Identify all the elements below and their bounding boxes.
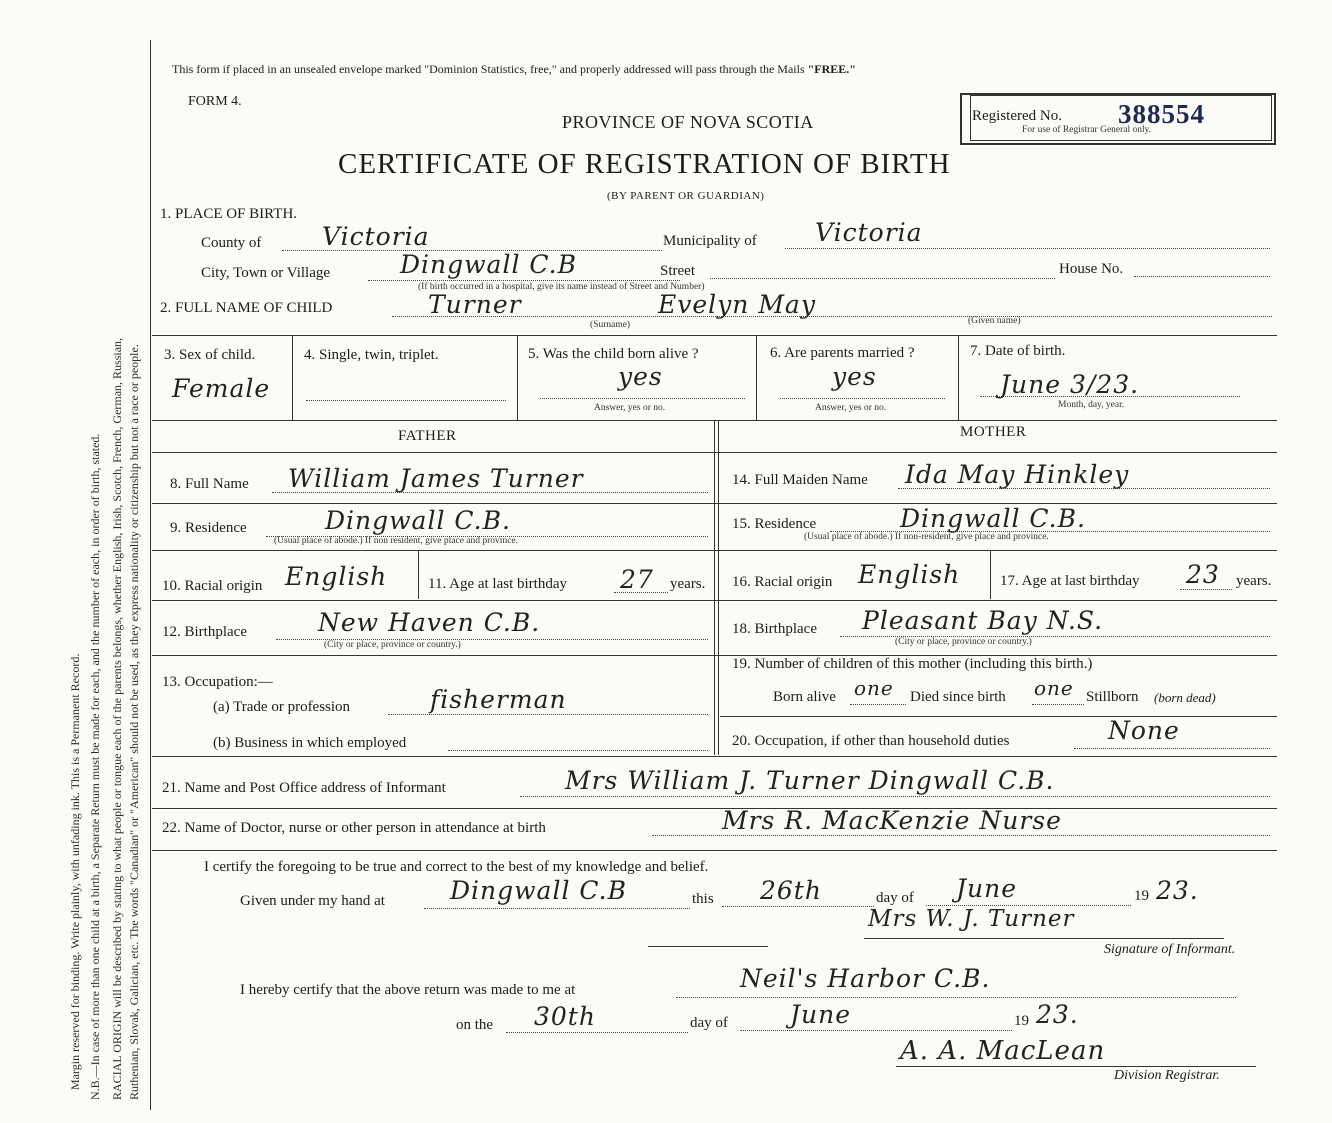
page-title: CERTIFICATE OF REGISTRATION OF BIRTH — [338, 148, 951, 180]
father-age-label: 11. Age at last birthday — [428, 576, 567, 592]
registered-note: For use of Registrar General only. — [1022, 125, 1152, 135]
row13-sep — [152, 756, 1277, 757]
mother-racial-label: 16. Racial origin — [732, 574, 833, 590]
father-birthplace-label: 12. Birthplace — [162, 624, 247, 640]
province-title: PROVINCE OF NOVA SCOTIA — [562, 112, 814, 132]
registrar-month-line — [740, 1030, 1012, 1031]
multiple-label: 4. Single, twin, triplet. — [304, 347, 439, 363]
mail-notice-text: This form if placed in an unsealed envelope marked "Dominion Statistics, free," and properly addressed will pass through the Mails — [172, 62, 808, 76]
city-line — [368, 280, 680, 281]
married-label: 6. Are parents married ? — [770, 345, 915, 361]
given-month-value: June — [956, 874, 1018, 903]
given-year-value: 23. — [1156, 876, 1199, 905]
given-year-prefix: 19 — [1134, 888, 1149, 904]
column-divider-2 — [718, 420, 719, 755]
registrar-statement: I hereby certify that the above return was made to me at — [240, 982, 576, 998]
stillborn-note: (born dead) — [1154, 690, 1216, 705]
mother-birthplace-note: (City or place, province or country.) — [895, 637, 1032, 647]
given-place-value: Dingwall C.B — [450, 876, 627, 905]
row21-sep — [152, 808, 1277, 809]
row12-sep — [152, 655, 1277, 656]
mother-age-unit: years. — [1236, 573, 1272, 589]
registrar-signature: A. A. MacLean — [900, 1036, 1106, 1066]
sep-sex — [292, 336, 293, 420]
house-label: House No. — [1059, 261, 1124, 277]
row8-sep — [152, 503, 1277, 504]
alive-note: Answer, yes or no. — [594, 403, 666, 413]
sex-label: 3. Sex of child. — [164, 347, 256, 363]
city-label: City, Town or Village — [201, 265, 331, 281]
sep-married — [958, 336, 959, 420]
registrar-month-value: June — [790, 1000, 852, 1029]
column-divider — [714, 420, 715, 755]
father-business-label: (b) Business in which employed — [213, 735, 407, 751]
registrar-signature-label: Division Registrar. — [1114, 1068, 1220, 1083]
father-heading: FATHER — [398, 428, 457, 444]
alive-line — [540, 398, 745, 399]
mother-age-value: 23 — [1186, 560, 1220, 589]
surname-note: (Surname) — [590, 320, 631, 330]
row10-sep — [152, 600, 1277, 601]
mother-occupation-value: None — [1108, 716, 1180, 745]
father-trade-value: fisherman — [430, 685, 567, 714]
registrar-on-the-label: on the — [456, 1017, 494, 1033]
dob-note: Month, day, year. — [1058, 400, 1125, 410]
died-value: one — [1034, 676, 1074, 700]
margin-note-binding: Margin reserved for binding. Write plainly, with unfading ink. This is a Permanent Record. — [68, 653, 82, 1090]
registrar-day-label: day of — [690, 1015, 728, 1031]
mother-residence-note: (Usual place of abode.) If non-resident, give place and province. — [804, 532, 1049, 542]
doctor-line — [652, 835, 1270, 836]
row19-sep — [720, 716, 1277, 717]
mother-name-value: Ida May Hinkley — [905, 460, 1130, 489]
informant-signature: Mrs W. J. Turner — [868, 906, 1075, 932]
father-racial-sep — [418, 551, 419, 599]
informant-signature-line — [864, 938, 1224, 939]
street-note: (If birth occurred in a hospital, give its name instead of Street and Number) — [418, 282, 705, 292]
born-alive-value: one — [854, 676, 894, 700]
place-of-birth-label: 1. PLACE OF BIRTH. — [160, 206, 298, 222]
child-name-label: 2. FULL NAME OF CHILD — [160, 300, 333, 316]
given-note: (Given name) — [968, 316, 1021, 326]
county-label: County of — [201, 235, 262, 251]
given-place-line — [424, 908, 690, 909]
given-this-label: this — [692, 891, 714, 907]
father-name-label: 8. Full Name — [170, 476, 249, 492]
given-day-line — [722, 906, 874, 907]
mother-racial-value: English — [858, 560, 961, 589]
registrar-day-line — [506, 1032, 688, 1033]
certify-statement: I certify the foregoing to be true and correct to the best of my knowledge and belief. — [204, 859, 709, 875]
mother-birthplace-value: Pleasant Bay N.S. — [862, 606, 1104, 635]
mother-occupation-line — [1074, 748, 1270, 749]
mother-name-label: 14. Full Maiden Name — [732, 472, 868, 488]
city-value: Dingwall C.B — [400, 250, 577, 279]
mother-children-label: 19. Number of children of this mother (including this birth.) — [732, 656, 1093, 672]
dob-value: June 3/23. — [1000, 370, 1140, 399]
father-residence-value: Dingwall C.B. — [325, 506, 511, 535]
house-line — [1134, 276, 1270, 277]
mail-notice-free: "FREE." — [807, 62, 856, 76]
registrar-place-line — [676, 997, 1236, 998]
father-name-value: William James Turner — [288, 464, 584, 493]
given-day-value: 26th — [760, 876, 822, 905]
died-label: Died since birth — [910, 689, 1006, 705]
registrar-year-value: 23. — [1036, 1000, 1079, 1029]
father-age-unit: years. — [670, 576, 706, 592]
page-subtitle: (BY PARENT OR GUARDIAN) — [607, 190, 765, 202]
married-value: yes — [832, 362, 877, 391]
father-birthplace-note: (City or place, province or country.) — [324, 640, 461, 650]
father-residence-note: (Usual place of abode.) If non resident, give place and province. — [274, 536, 518, 546]
born-alive-line — [850, 704, 906, 705]
short-rule — [648, 946, 768, 947]
registrar-year-prefix: 19 — [1014, 1013, 1029, 1029]
street-label: Street — [660, 263, 695, 279]
father-racial-value: English — [285, 562, 388, 591]
margin-note-racial-origin: RACIAL ORIGIN will be described by stating to what people or tongue each of the parents belongs, whether English, Irish, Scotch, French, German, Russian, — [110, 337, 124, 1100]
father-trade-label: (a) Trade or profession — [213, 699, 351, 715]
father-business-line — [448, 750, 708, 751]
row22-sep — [152, 850, 1277, 851]
mother-age-label: 17. Age at last birthday — [1000, 573, 1140, 589]
county-value: Victoria — [322, 222, 430, 251]
margin-note-racial-words: Ruthenian, Slovak, Galician, etc. The words "Canadian" or "American" should not be used, as they express nationality or citizenship but not a race or people. — [127, 344, 141, 1100]
alive-value: yes — [618, 362, 663, 391]
doctor-label: 22. Name of Doctor, nurse or other person in attendance at birth — [162, 820, 546, 836]
alive-label: 5. Was the child born alive ? — [528, 346, 699, 362]
father-age-value: 27 — [620, 565, 654, 594]
child-given-value: Evelyn May — [658, 290, 816, 319]
sep-multiple — [517, 336, 518, 420]
multiple-line — [306, 400, 506, 401]
mother-heading: MOTHER — [960, 424, 1027, 440]
mother-racial-sep — [990, 551, 991, 599]
row9-sep — [152, 550, 1277, 551]
married-line — [780, 398, 945, 399]
given-day-label: day of — [876, 890, 914, 906]
mother-birthplace-label: 18. Birthplace — [732, 621, 817, 637]
registrar-signature-line — [896, 1066, 1256, 1067]
father-occupation-label: 13. Occupation:— — [162, 674, 273, 690]
mother-residence-label: 15. Residence — [732, 516, 817, 532]
sex-value: Female — [172, 374, 271, 403]
doctor-value: Mrs R. MacKenzie Nurse — [722, 806, 1062, 835]
heading-underline — [152, 452, 1277, 453]
registrar-place-value: Neil's Harbor C.B. — [740, 964, 991, 993]
form-number: FORM 4. — [188, 94, 242, 109]
mother-occupation-label: 20. Occupation, if other than household duties — [732, 733, 1010, 749]
registered-label: Registered No. — [972, 108, 1062, 124]
registered-value: 388554 — [1118, 99, 1205, 129]
married-note: Answer, yes or no. — [815, 403, 887, 413]
municipality-value: Victoria — [815, 218, 923, 247]
died-line — [1032, 704, 1084, 705]
stillborn-label: Stillborn — [1086, 689, 1139, 705]
registrar-day-value: 30th — [534, 1002, 596, 1031]
margin-note-multiple-births: N.B.—In case of more than one child at a birth, a Separate Return must be made for each, and the number of each, in order of birth, stated. — [88, 433, 102, 1100]
informant-signature-label: Signature of Informant. — [1104, 942, 1236, 957]
child-surname-value: Turner — [428, 290, 522, 319]
born-alive-label: Born alive — [773, 689, 836, 705]
informant-value: Mrs William J. Turner Dingwall C.B. — [565, 766, 1055, 795]
child-name-line — [392, 316, 1272, 317]
row-top-border — [152, 335, 1277, 336]
mother-residence-value: Dingwall C.B. — [900, 504, 1086, 533]
form-left-border — [150, 40, 151, 1110]
dob-label: 7. Date of birth. — [970, 343, 1066, 359]
municipality-label: Municipality of — [663, 233, 757, 249]
father-birthplace-value: New Haven C.B. — [318, 608, 541, 637]
mother-age-line — [1180, 589, 1232, 590]
sep-alive — [756, 336, 757, 420]
street-line — [710, 278, 1055, 279]
informant-label: 21. Name and Post Office address of Informant — [162, 780, 446, 796]
informant-line — [520, 796, 1270, 797]
municipality-line — [785, 248, 1270, 249]
mail-notice — [172, 62, 856, 77]
father-racial-label: 10. Racial origin — [162, 578, 263, 594]
given-label: Given under my hand at — [240, 893, 385, 909]
father-residence-label: 9. Residence — [170, 520, 247, 536]
father-trade-line — [388, 714, 708, 715]
